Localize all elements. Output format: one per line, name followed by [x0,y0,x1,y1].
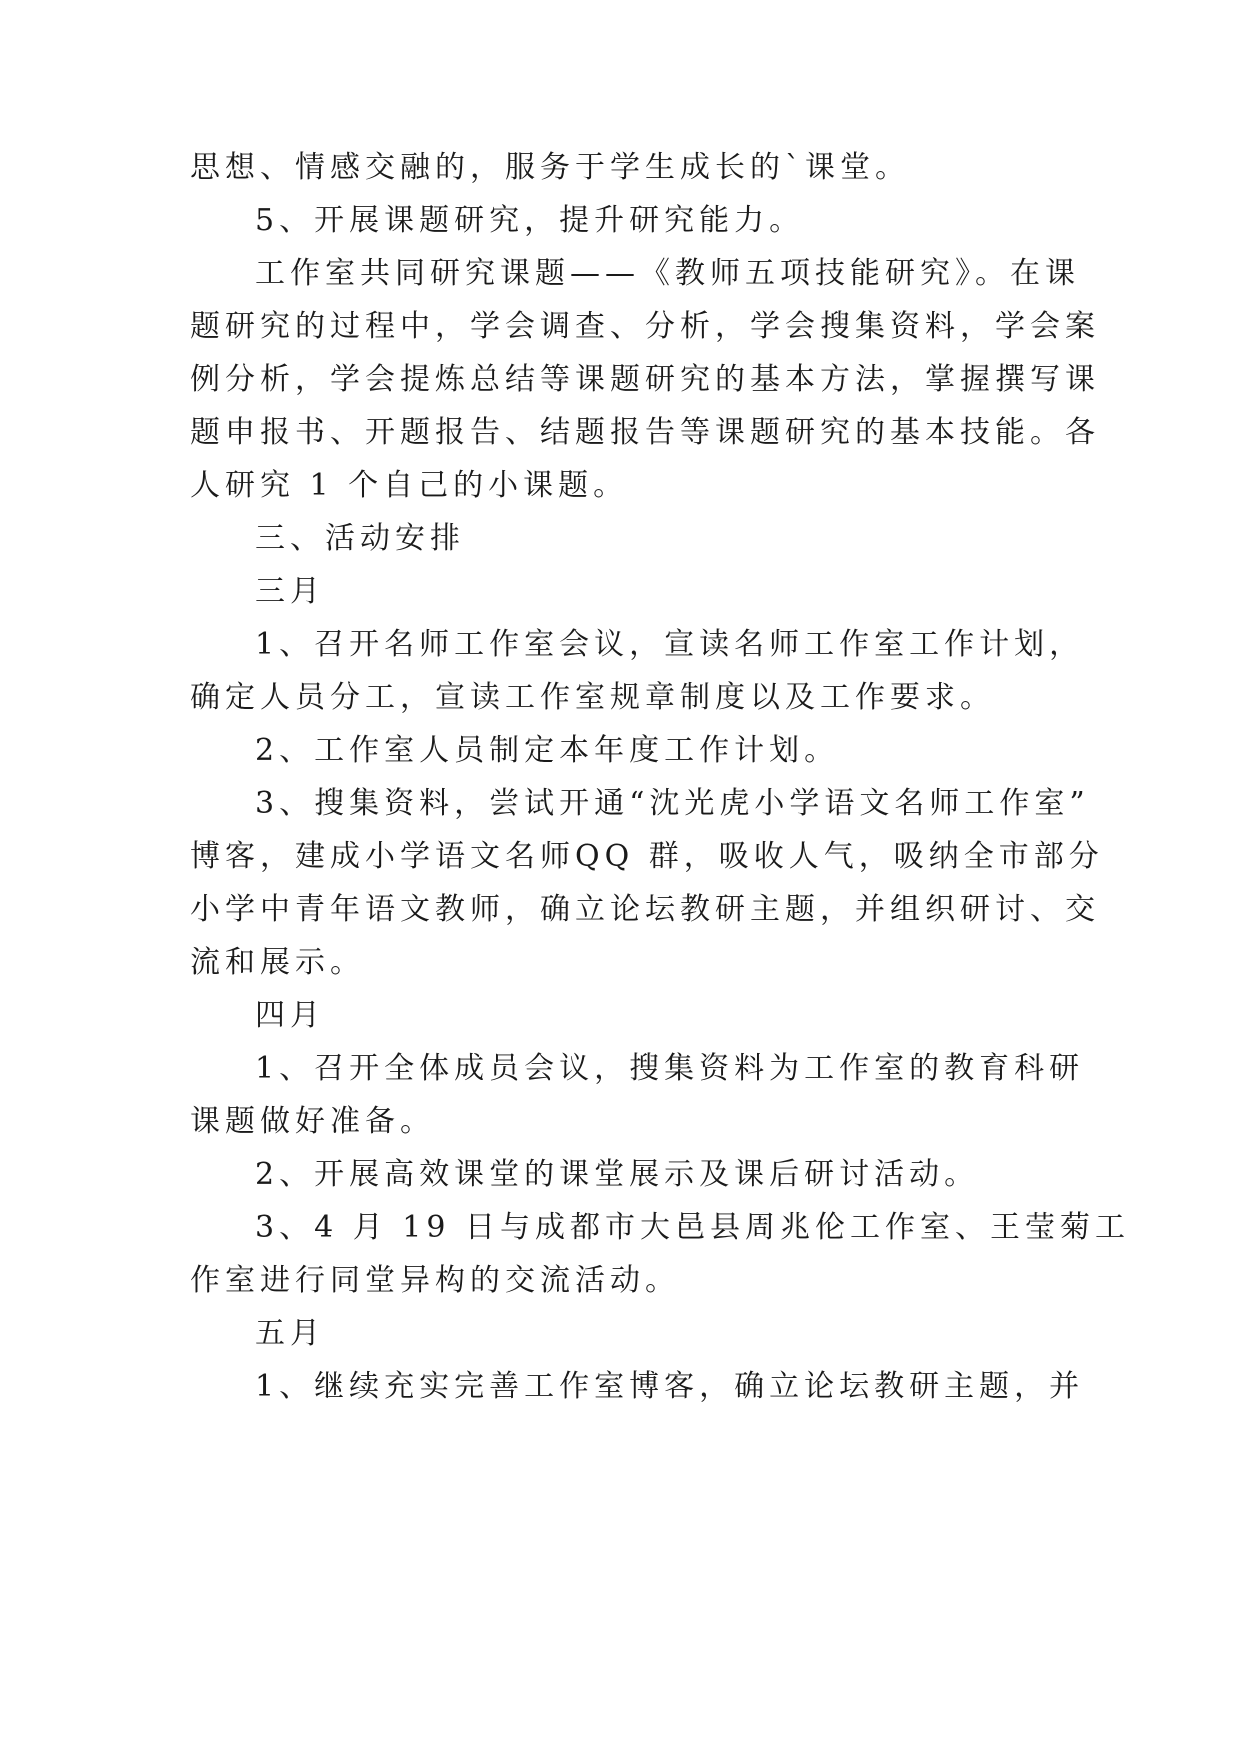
text-line: 流和展示。 [190,945,365,980]
text-line: 课题做好准备。 [190,1104,435,1139]
text-line: 例分析，学会提炼总结等课题研究的基本方法，掌握撰写课 [190,362,1100,397]
text-line: 3、搜集资料，尝试开通“沈光虎小学语文名师工作室” [255,786,1090,821]
text-line: 人研究 1 个自己的小课题。 [190,468,629,503]
text-line: 1、继续充实完善工作室博客，确立论坛教研主题，并 [255,1369,1085,1404]
text-line: 确定人员分工，宣读工作室规章制度以及工作要求。 [190,680,995,715]
month-heading: 四月 [255,998,325,1033]
text-line: 题申报书、开题报告、结题报告等课题研究的基本技能。各 [190,415,1100,450]
text-line: 思想、情感交融的，服务于学生成长的`课堂。 [190,150,910,185]
month-heading: 五月 [255,1316,325,1351]
text-line: 题研究的过程中，学会调查、分析，学会搜集资料，学会案 [190,309,1100,344]
section-heading: 三、活动安排 [255,521,465,556]
text-line: 1、召开名师工作室会议，宣读名师工作室工作计划， [255,627,1085,662]
text-line: 1、召开全体成员会议，搜集资料为工作室的教育科研 [255,1051,1085,1086]
text-line: 小学中青年语文教师，确立论坛教研主题，并组织研讨、交 [190,892,1100,927]
text-line: 5、开展课题研究，提升研究能力。 [255,203,805,238]
text-line: 2、开展高效课堂的课堂展示及课后研讨活动。 [255,1157,980,1192]
text-line: 工作室共同研究课题——《教师五项技能研究》。在课 [255,256,1080,291]
month-heading: 三月 [255,574,325,609]
text-line: 博客，建成小学语文名师QQ 群，吸收人气，吸纳全市部分 [190,839,1104,874]
text-line: 3、4 月 19 日与成都市大邑县周兆伦工作室、王莹菊工 [255,1210,1130,1245]
text-line: 2、工作室人员制定本年度工作计划。 [255,733,840,768]
text-line: 作室进行同堂异构的交流活动。 [190,1263,680,1298]
